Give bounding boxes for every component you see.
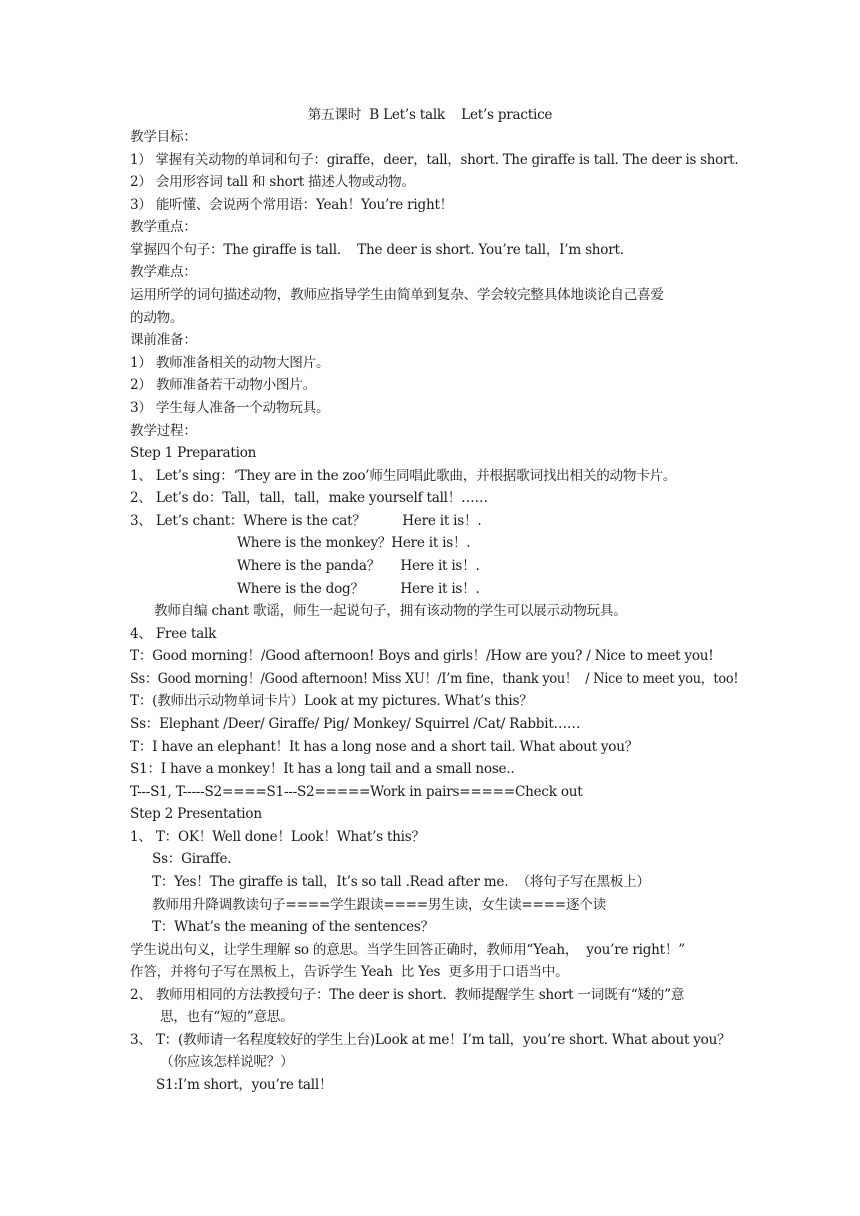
text-line: 3、 Let’s chant：Where is the cat？ Here it is！. [130, 513, 482, 529]
text-line: T：I have an elephant！It has a long nose and a short tail. What about you？ [130, 739, 639, 755]
text-line: T---S1, T-----S2====S1---S2=====Work in pairs=====Check out [130, 784, 583, 800]
text-line: 学生说出句义，让学生理解 so 的意思。当学生回答正确时，教师用“Yeah， you’re right！” [130, 942, 685, 958]
text-line: 教学重点： [130, 219, 197, 235]
text-line: Step 2 Presentation [130, 806, 262, 822]
text-line: 1、 T：OK！Well done！Look！What’s this？ [130, 829, 425, 845]
text-line: 2、 Let’s do：Tall，tall，tall，make yourself tall！…… [130, 490, 488, 506]
text-line: 1、 Let’s sing：‘They are in the zoo’师生同唱此歌曲，并根据歌词找出相关的动物卡片。 [130, 468, 677, 484]
text-line: Step 1 Preparation [130, 445, 257, 461]
text-line: 课前准备： [130, 332, 197, 348]
text-line: 教师用升降调教读句子====学生跟读====男生读，女生读====逐个读 [152, 897, 606, 913]
text-line: 教学目标： [130, 129, 197, 145]
text-line: 教学难点： [130, 264, 197, 280]
text-line: Ss：Elephant /Deer/ Giraffe/ Pig/ Monkey/ Squirrel /Cat/ Rabbit…… [130, 716, 581, 732]
text-line: 掌握四个句子：The giraffe is tall. The deer is short. You’re tall，I’m short. [130, 242, 624, 258]
text-line: T：What’s the meaning of the sentences？ [152, 919, 434, 935]
text-line: S1:I’m short，you’re tall！ [156, 1077, 333, 1093]
text-line: 的动物。 [130, 310, 184, 326]
page-title: 第五课时 B Let’s talk Let’s practice [307, 107, 553, 123]
text-line: 3） 能听懂、会说两个常用语：Yeah！You’re right！ [130, 197, 454, 213]
text-line: 4、 Free talk [130, 626, 217, 642]
text-line: 思，也有“短的”意思。 [160, 1009, 294, 1025]
text-line: Where is the panda？ Here it is！. [237, 558, 480, 574]
text-line: 教学过程： [130, 423, 197, 439]
text-line: Ss：Giraffe. [152, 851, 232, 867]
text-line: Ss：Good morning！/Good afternoon! Miss XU！/I’m fine，thank you！ / Nice to meet you，too! [130, 671, 739, 687]
text-line: （你应该怎样说呢？） [160, 1054, 294, 1070]
text-line: T：Yes！The giraffe is tall，It’s so tall .Read after me. （将句子写在黑板上） [152, 874, 650, 890]
text-line: 3、 T：(教师请一名程度较好的学生上台)Look at me！I’m tall，you’re short. What about you？ [130, 1032, 731, 1048]
text-line: 作答，并将句子写在黑板上，告诉学生 Yeah 比 Yes 更多用于口语当中。 [130, 964, 569, 980]
text-line: T：Good morning！/Good afternoon! Boys and girls！/How are you? / Nice to meet you! [130, 648, 714, 664]
text-line: 2） 教师准备若干动物小图片。 [130, 377, 316, 393]
text-line: 1） 教师准备相关的动物大图片。 [130, 355, 330, 371]
text-line: 教师自编 chant 歌谣，师生一起说句子，拥有该动物的学生可以展示动物玩具。 [154, 603, 627, 619]
text-line: 运用所学的词句描述动物，教师应指导学生由简单到复杂、学会较完整具体地谈论自己喜爱 [130, 287, 664, 303]
text-line: 2、 教师用相同的方法教授句子：The deer is short. 教师提醒学生 short 一词既有“矮的”意 [130, 987, 685, 1003]
text-line: 1） 掌握有关动物的单词和句子：giraffe，deer，tall，short. The giraffe is tall. The deer is short. [130, 152, 739, 168]
text-line: S1：I have a monkey！It has a long tail and a small nose.. [130, 761, 515, 777]
text-line: T：(教师出示动物单词卡片）Look at my pictures. What’s this？ [130, 693, 533, 709]
text-line: Where is the monkey？Here it is！. [237, 535, 471, 551]
text-line: Where is the dog？ Here it is！. [237, 581, 480, 597]
text-line: 3） 学生每人准备一个动物玩具。 [130, 400, 330, 416]
text-line: 2） 会用形容词 tall 和 short 描述人物或动物。 [130, 174, 415, 190]
